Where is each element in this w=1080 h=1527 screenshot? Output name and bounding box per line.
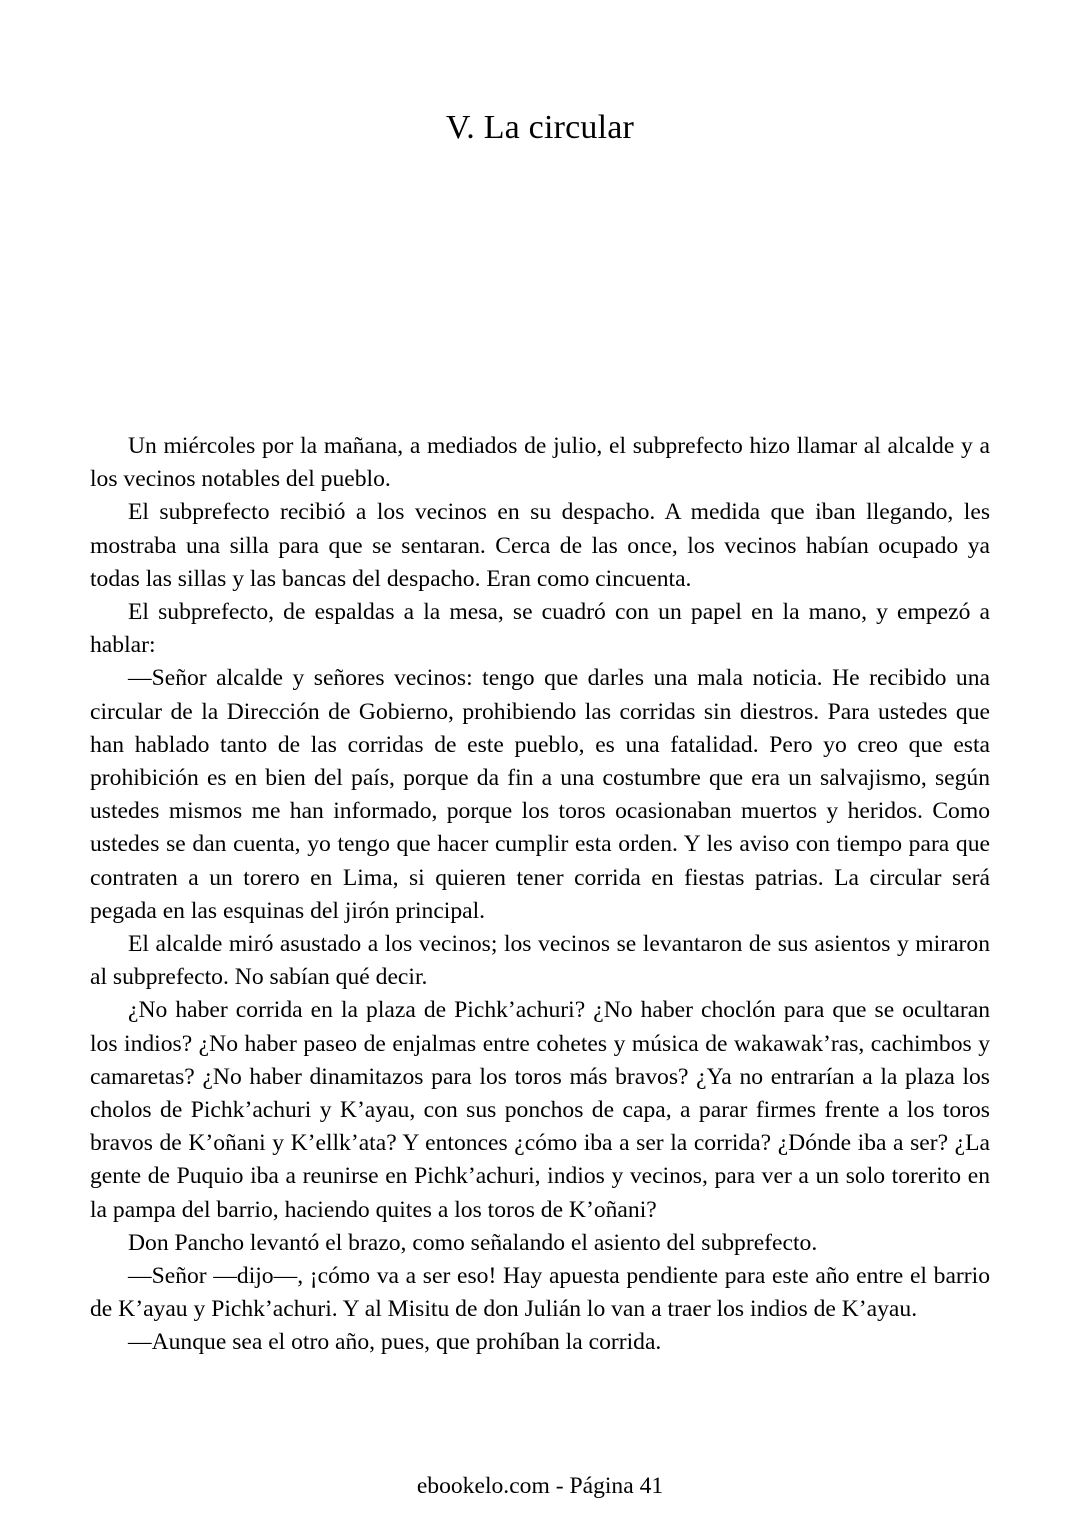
paragraph: —Señor —dijo—, ¡cómo va a ser eso! Hay apuesta pendiente para este año entre el barrio de K’ayau y Pichk’achuri. Y al Misitu de don Julián lo van a traer los indios de K’ayau. (90, 1263, 990, 1323)
paragraph: —Señor alcalde y señores vecinos: tengo que darles una mala noticia. He recibido una circular de la Dirección de Gobierno, prohibiendo las corridas sin diestros. Para ustedes que han hablado tanto de las corridas de este pueblo, es una fatalidad. Pero yo creo que esta prohibición es en bien del país, porque da fin a una costumbre que era un salvajismo, según ustedes mismos me han informado, porque los toros ocasionaban muertos y heridos. Como ustedes se dan cuenta, yo tengo que hacer cumplir esta orden. Y les aviso con tiempo para que contraten a un torero en Lima, si quieren tener corrida en fiestas patrias. La circular será pegada en las esquinas del jirón principal. (90, 665, 990, 924)
paragraph: Don Pancho levantó el brazo, como señalando el asiento del subprefecto. (128, 1229, 818, 1256)
page-footer: ebookelo.com - Página 41 (416, 1473, 664, 1499)
paragraph: Un miércoles por la mañana, a mediados de julio, el subprefecto hizo llamar al alcalde y a los vecinos notables del pueblo. (90, 433, 990, 493)
paragraph: —Aunque sea el otro año, pues, que prohíban la corrida. (128, 1329, 662, 1356)
paragraph: El subprefecto, de espaldas a la mesa, se cuadró con un papel en la mano, y empezó a hablar: (90, 599, 990, 659)
body-text-block (90, 430, 990, 1360)
chapter-title: V. La circular (445, 108, 635, 146)
paragraph: El subprefecto recibió a los vecinos en su despacho. A medida que iban llegando, les mostraba una silla para que se sentaran. Cerca de las once, los vecinos habían ocupado ya todas las sillas y las bancas del despacho. Eran como cincuenta. (90, 499, 990, 592)
paragraph: El alcalde miró asustado a los vecinos; los vecinos se levantaron de sus asientos y miraron al subprefecto. No sabían qué decir. (90, 931, 990, 991)
paragraph: ¿No haber corrida en la plaza de Pichk’achuri? ¿No haber choclón para que se ocultaran los indios? ¿No haber paseo de enjalmas entre cohetes y música de wakawak’ras, cachimbos y camaretas? ¿No haber dinamitazos para los toros más bravos? ¿Ya no entrarían a la plaza los cholos de Pichk’achuri y K’ayau, con sus ponchos de capa, a parar firmes frente a los toros bravos de K’oñani y K’ellk’ata? Y entonces ¿cómo iba a ser la corrida? ¿Dónde iba a ser? ¿La gente de Puquio iba a reunirse en Pichk’achuri, indios y vecinos, para ver a un solo torerito en la pampa del barrio, haciendo quites a los toros de K’oñani? (90, 997, 990, 1223)
